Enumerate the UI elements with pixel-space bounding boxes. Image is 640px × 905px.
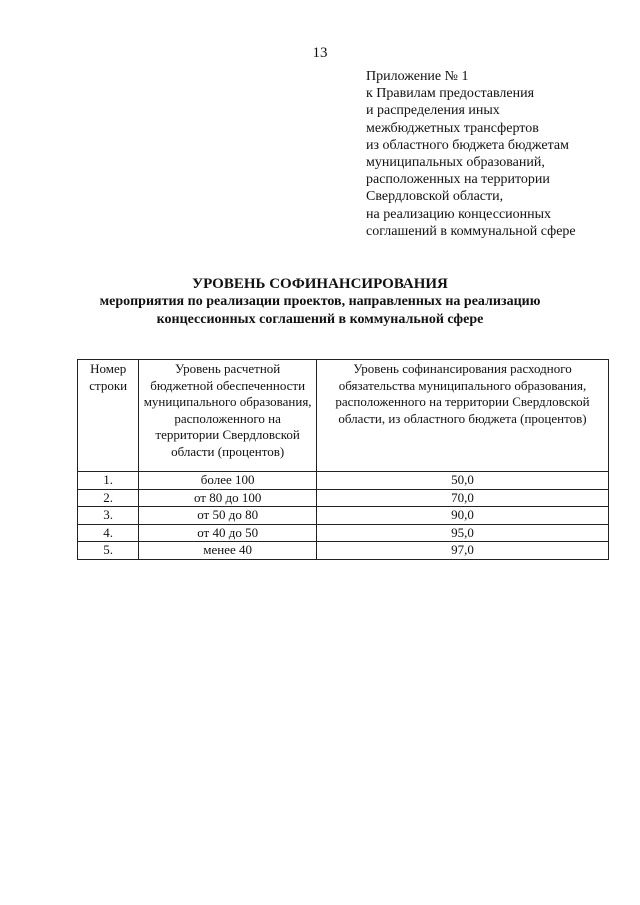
table-row [78, 507, 609, 525]
title-sub-line: мероприятия по реализации проектов, направленных на реализацию [99, 294, 541, 309]
table-header-row [78, 360, 609, 472]
budget-level-cell: от 50 до 80 [139, 507, 317, 525]
appendix-line: Приложение № 1 [366, 69, 469, 84]
page-number: 13 [312, 45, 328, 61]
table-row [78, 524, 609, 542]
header-row-number: Номер строки [78, 360, 139, 472]
budget-level-cell: от 80 до 100 [139, 489, 317, 507]
cofinancing-table [77, 359, 609, 560]
header-budget-level: Уровень расчетной бюджетной обеспеченности муниципального образования, расположенного на территории Свердловской области (процентов) [139, 360, 317, 472]
table-row [78, 489, 609, 507]
appendix-line: и распределения иных [366, 103, 500, 119]
appendix-note [366, 68, 636, 240]
row-number-cell: 4. [78, 524, 139, 542]
cofinancing-level-cell: 95,0 [316, 524, 608, 542]
document-title [0, 275, 640, 329]
appendix-line: расположенных на территории [366, 172, 550, 188]
title-sub-line: концессионных соглашений в коммунальной сфере [156, 312, 484, 327]
appendix-line: из областного бюджета бюджетам [366, 137, 569, 153]
cofinancing-level-cell: 70,0 [316, 489, 608, 507]
appendix-line: к Правилам предоставления [366, 86, 535, 102]
cofinancing-level-cell: 90,0 [316, 507, 608, 525]
appendix-line: на реализацию концессионных [366, 206, 552, 222]
budget-level-cell: более 100 [139, 472, 317, 490]
row-number-cell: 5. [78, 542, 139, 560]
cofinancing-level-cell: 50,0 [316, 472, 608, 490]
row-number-cell: 3. [78, 507, 139, 525]
appendix-line: муниципальных образований, [366, 155, 545, 171]
budget-level-cell: от 40 до 50 [139, 524, 317, 542]
cofinancing-level-cell: 97,0 [316, 542, 608, 560]
row-number-cell: 2. [78, 489, 139, 507]
header-cofinancing-level: Уровень софинансирования расходного обязательства муниципального образования, расположенного на территории Свердловской области, из областного бюджета (процентов) [316, 360, 608, 472]
row-number-cell: 1. [78, 472, 139, 490]
appendix-line: соглашений в коммунальной сфере [366, 223, 576, 239]
appendix-line: Свердловской области, [366, 189, 504, 205]
appendix-line: межбюджетных трансфертов [366, 120, 539, 136]
title-main: УРОВЕНЬ СОФИНАНСИРОВАНИЯ [192, 276, 448, 292]
table-row [78, 472, 609, 490]
table-row [78, 542, 609, 560]
budget-level-cell: менее 40 [139, 542, 317, 560]
